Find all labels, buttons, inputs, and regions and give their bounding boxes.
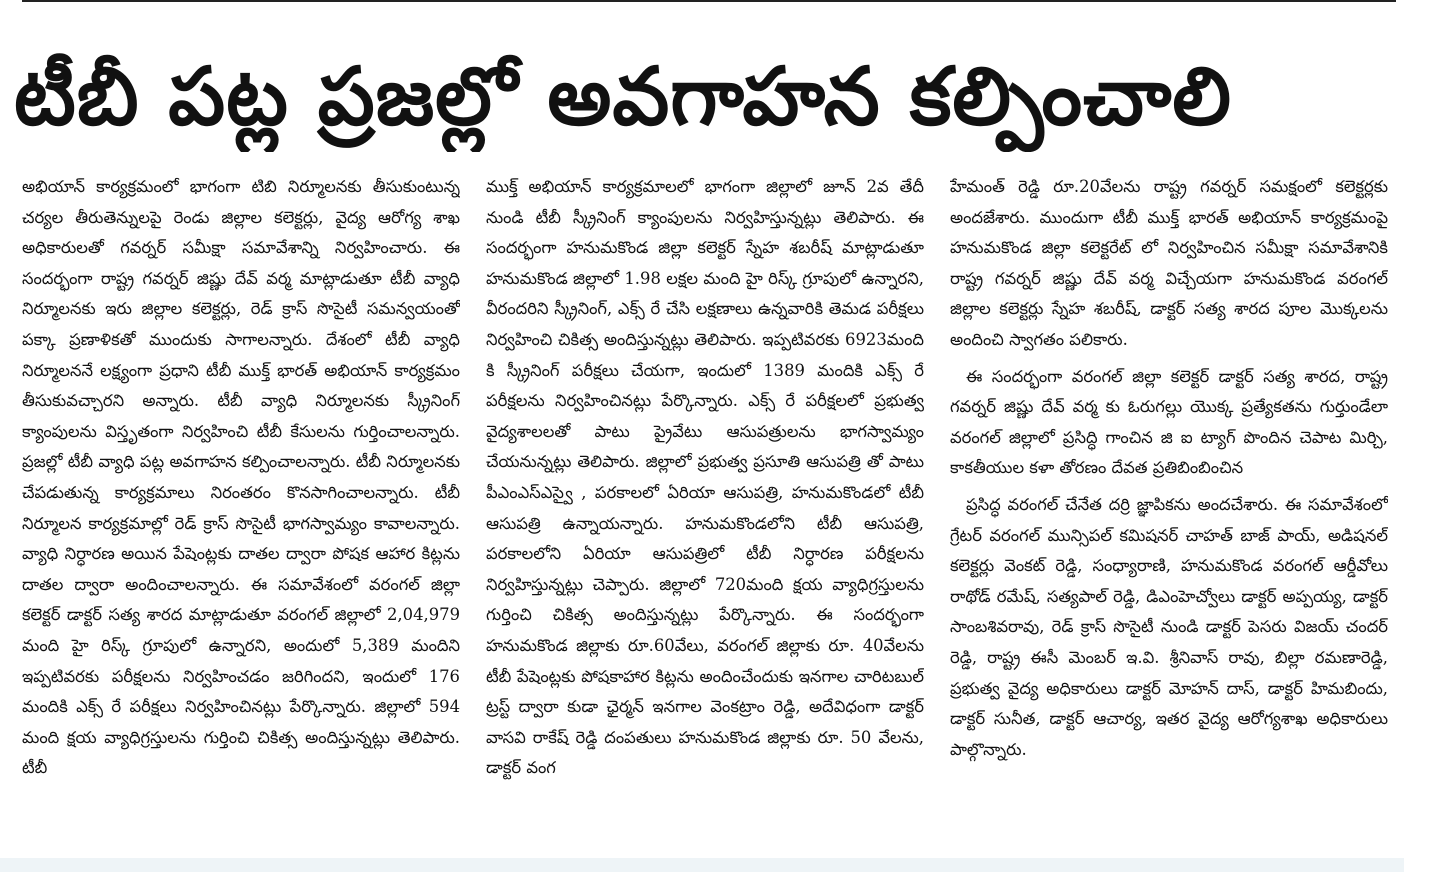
column-1	[22, 172, 460, 852]
column-3	[950, 172, 1388, 852]
article-body	[22, 172, 1400, 852]
column-2	[486, 172, 924, 852]
column-3-paragraph-2: ఈ సందర్భంగా వరంగల్ జిల్లా కలెక్టర్ డాక్టర్ సత్య శారద, రాష్ట్ర గవర్నర్ జిష్ణు దేవ్ వర్మ కు ఓరుగల్లు యొక్క ప్రత్యేకతను గుర్తుండేలా వరంగల్ జిల్లాలో ప్రసిద్ధి గాంచిన జి ఐ ట్యాగ్ పొందిన చెపాట మిర్చి, కాకతీయుల కళా తోరణం దేవత ప్రతిబింబించిన	[950, 366, 1388, 478]
bottom-band	[0, 858, 1404, 872]
column-2-text: ముక్త్ అభియాన్ కార్యక్రమాలలో భాగంగా జిల్లాలో జూన్ 2వ తేదీ నుండి టీబీ స్క్రీనింగ్ క్యాంపులను నిర్వహిస్తున్నట్లు తెలిపారు. ఈ సందర్భంగా హనుమకొండ జిల్లా కలెక్టర్ స్నేహ శబరీష్ మాట్లాడుతూ హనుమకొండ జిల్లాలో 1.98 లక్షల మంది హై రిస్క్ గ్రూపులో ఉన్నారని, వీరందరిని స్క్రీనింగ్, ఎక్స్ రే చేసి లక్షణాలు ఉన్నవారికి తెమడ పరీక్షలు నిర్వహించి చికిత్స అందిస్తున్నట్లు తెలిపారు. ఇప్పటివరకు 6923మంది కి స్క్రీనింగ్ పరీక్షలు చేయగా, ఇందులో 1389 మందికి ఎక్స్ రే పరీక్షలను నిర్వహించినట్లు పేర్కొన్నారు. ఎక్స్ రే పరీక్షలలో ప్రభుత్వ వైద్యశాలలతో పాటు ప్రైవేటు ఆసుపత్రులను భాగస్వామ్యం చేయనున్నట్లు తెలిపారు. జిల్లాలో ప్రభుత్వ ప్రసూతి ఆసుపత్రి తో పాటు పీఎంఎస్ఎస్వై , పరకాలలో ఏరియా ఆసుపత్రి, హనుమకొండలో టీబీ ఆసుపత్రి ఉన్నాయన్నారు. హనుమకొండలోని టీబీ ఆసుపత్రి, పరకాలలోని ఏరియా ఆసుపత్రిలో టీబీ నిర్ధారణ పరీక్షలను నిర్వహిస్తున్నట్లు చెప్పారు. జిల్లాలో 720మంది క్షయ వ్యాధిగ్రస్తులను గుర్తించి చికిత్స అందిస్తున్నట్లు పేర్కొన్నారు. ఈ సందర్భంగా హనుమకొండ జిల్లాకు రూ.60వేలు, వరంగల్ జిల్లాకు రూ. 40వేలను టీబీ పేషెంట్లకు పోషకాహార కిట్లను అందించేందుకు ఇనగాల చారిటబుల్ ట్రస్ట్ ద్వారా కుడా ఛైర్మన్ ఇనగాల వెంకట్రాం రెడ్డి, అదేవిధంగా డాక్టర్ వాసవి రాకేష్ రెడ్డి దంపతులు హనుమకొండ జిల్లాకు రూ. 50 వేలను, డాక్టర్ వంగ	[486, 177, 924, 778]
column-1-text: అభియాన్ కార్యక్రమంలో భాగంగా టిబి నిర్మూలనకు తీసుకుంటున్న చర్యల తీరుతెన్నులపై రెండు జిల్లాల కలెక్టర్లు, వైద్య ఆరోగ్య శాఖ అధికారులతో గవర్నర్ సమీక్షా సమావేశాన్ని నిర్వహించారు. ఈ సందర్భంగా రాష్ట్ర గవర్నర్ జిష్ణు దేవ్ వర్మ మాట్లాడుతూ టీబీ వ్యాధి నిర్మూలనకు ఇరు జిల్లాల కలెక్టర్లు, రెడ్ క్రాస్ సొసైటీ సమన్వయంతో పక్కా ప్రణాళికతో ముందుకు సాగాలన్నారు. దేశంలో టీబీ వ్యాధి నిర్మూలననే లక్ష్యంగా ప్రధాని టీబీ ముక్త్ భారత్ అభియాన్ కార్యక్రమం తీసుకువచ్చారని అన్నారు. టీబీ వ్యాధి నిర్మూలనకు స్క్రీనింగ్ క్యాంపులను విస్తృతంగా నిర్వహించి టీబీ కేసులను గుర్తించాలన్నారు. ప్రజల్లో టీబీ వ్యాధి పట్ల అవగాహన కల్పించాలన్నారు. టీబీ నిర్మూలనకు చేపడుతున్న కార్యక్రమాలు నిరంతరం కొనసాగించాలన్నారు. టీబీ నిర్మూలన కార్యక్రమాల్లో రెడ్ క్రాస్ సొసైటీ భాగస్వామ్యం కావాలన్నారు. వ్యాధి నిర్ధారణ అయిన పేషెంట్లకు దాతల ద్వారా పోషక ఆహార కిట్లను దాతల ద్వారా అందించాలన్నారు. ఈ సమావేశంలో వరంగల్ జిల్లా కలెక్టర్ డాక్టర్ సత్య శారద మాట్లాడుతూ వరంగల్ జిల్లాలో 2,04,979 మంది హై రిస్క్ గ్రూపులో ఉన్నారని, అందులో 5,389 మందిని ఇప్పటివరకు పరీక్షలను నిర్వహించడం జరిగిందని, ఇందులో 176 మందికి ఎక్స్ రే పరీక్షలు నిర్వహించినట్లు పేర్కొన్నారు. జిల్లాలో 594 మంది క్షయ వ్యాధిగ్రస్తులను గుర్తించి చికిత్స అందిస్తున్నట్లు తెలిపారు. టీబీ	[22, 177, 460, 778]
headline: టీబీ పట్ల ప్రజల్లో అవగాహన కల్పించాలి	[14, 50, 1232, 143]
column-3-paragraph-1: హేమంత్ రెడ్డి రూ.20వేలను రాష్ట్ర గవర్నర్ సమక్షంలో కలెక్టర్లకు అందజేశారు. ముందుగా టీబీ ముక్త్ భారత్ అభియాన్ కార్యక్రమంపై హనుమకొండ జిల్లా కలెక్టరేట్ లో నిర్వహించిన సమీక్షా సమావేశానికి రాష్ట్ర గవర్నర్ జిష్ణు దేవ్ వర్మ విచ్చేయగా హనుమకొండ వరంగల్ జిల్లాల కలెక్టర్లు స్నేహ శబరీష్, డాక్టర్ సత్య శారద పూల మొక్కలను అందించి స్వాగతం పలికారు.	[950, 177, 1388, 349]
top-rule	[22, 0, 1396, 2]
column-3-paragraph-3: ప్రసిద్ధ వరంగల్ చేనేత దర్రి జ్ఞాపికను అందచేశారు. ఈ సమావేశంలో గ్రేటర్ వరంగల్ మున్సిపల్ కమిషనర్ చాహత్ బాజ్ పాయ్, అడిషనల్ కలెక్టర్లు వెంకట్ రెడ్డి, సంధ్యారాణి, హనుమకొండ వరంగల్ ఆర్డీవోలు రాథోడ్ రమేష్, సత్యపాల్ రెడ్డి, డిఎంహెచ్వోలు డాక్టర్ అప్పయ్య, డాక్టర్ సాంబశివరావు, రెడ్ క్రాస్ సొసైటీ నుండి డాక్టర్ పెసరు విజయ్ చందర్ రెడ్డి, రాష్ట్ర ఈసీ మెంబర్ ఇ.వి. శ్రీనివాస్ రావు, బిల్లా రమణారెడ్డి, ప్రభుత్వ వైద్య అధికారులు డాక్టర్ మోహన్ దాస్, డాక్టర్ హిమబిందు, డాక్టర్ సునీత, డాక్టర్ ఆచార్య, ఇతర వైద్య ఆరోగ్యశాఖ అధికారులు పాల్గొన్నారు.	[950, 494, 1388, 759]
